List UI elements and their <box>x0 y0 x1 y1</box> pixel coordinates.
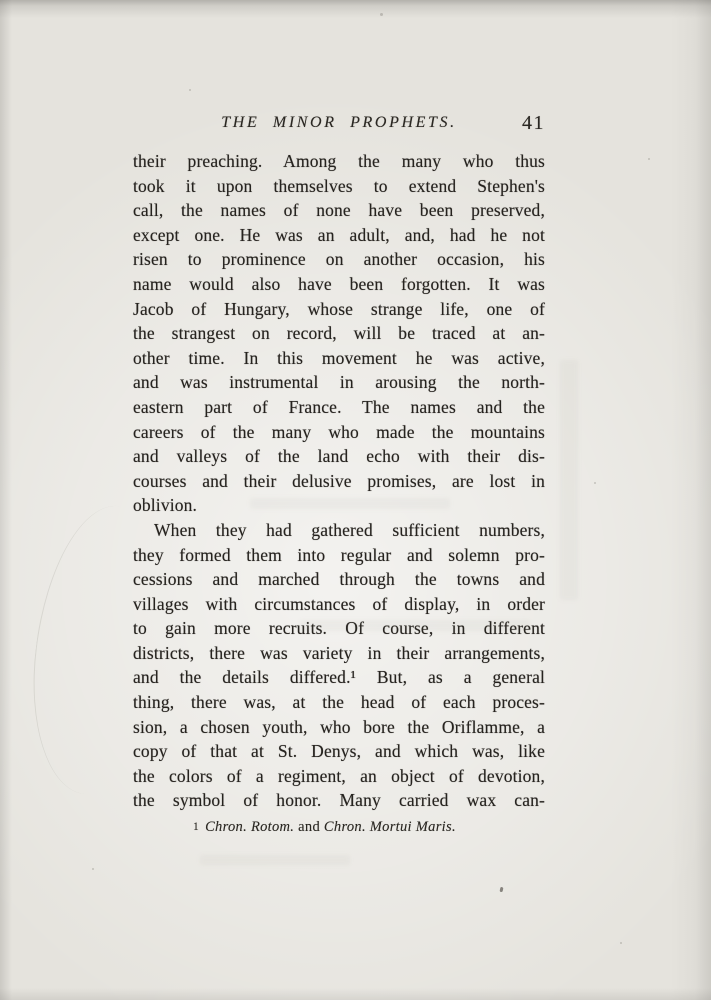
footnote-citation: Chron. Mortui Maris. <box>323 819 456 835</box>
text-line: other time. In this movement he was active, <box>133 347 545 368</box>
footnote-content <box>205 819 456 835</box>
running-title: THE MINOR PROPHETS. <box>221 114 457 131</box>
text-line: they formed them into regular and solemn pro- <box>133 544 545 565</box>
text-line: name would also have been forgotten. It was <box>133 273 545 294</box>
text-line: took it upon themselves to extend Stephen's <box>133 175 545 196</box>
paper-speck <box>594 482 596 484</box>
footnote-citation: Chron. Rotom. <box>205 819 295 835</box>
text-line: their preaching. Among the many who thus <box>133 151 545 171</box>
text-line: sion, a chosen youth, who bore the Oriflamme, a <box>133 716 545 737</box>
page-number: 41 <box>522 112 545 134</box>
text-line: When they had gathered sufficient numbers, <box>154 519 545 540</box>
text-line: and was instrumental in arousing the north- <box>133 372 545 393</box>
text-line: risen to prominence on another occasion, his <box>133 249 545 270</box>
text-line: call, the names of none have been preserved, <box>133 200 545 221</box>
text-line: and valleys of the land echo with their dis- <box>133 446 545 467</box>
text-line: copy of that at St. Denys, and which was, like <box>133 741 545 762</box>
footnote <box>133 819 545 836</box>
bleed-through-smudge <box>200 855 350 865</box>
text-line: and the details differed.¹ But, as a general <box>133 667 545 688</box>
paper-speck <box>92 868 94 870</box>
text-line: the symbol of honor. Many carried wax can- <box>133 790 545 811</box>
text-line: eastern part of France. The names and the <box>133 396 545 417</box>
text-line: careers of the many who made the mountains <box>133 421 545 442</box>
text-line: the strangest on record, will be traced at an- <box>133 323 545 344</box>
text-line: except one. He was an adult, and, had he not <box>133 224 545 245</box>
paper-speck <box>648 158 650 160</box>
text-line: districts, there was variety in their arrangements, <box>133 642 545 663</box>
bleed-through-smudge <box>560 360 578 600</box>
text-line: courses and their delusive promises, are lost in <box>133 470 545 491</box>
running-head <box>133 114 545 140</box>
paper-speck <box>380 13 383 16</box>
text-line: cessions and marched through the towns and <box>133 569 545 590</box>
body-text <box>133 149 545 813</box>
paper-speck <box>500 887 503 892</box>
text-line: villages with circumstances of display, in order <box>133 593 545 614</box>
text-line: Jacob of Hungary, whose strange life, one of <box>133 298 545 319</box>
footnote-text: and <box>294 819 324 835</box>
text-line: oblivion. <box>133 495 198 516</box>
footnote-marker: 1 <box>193 820 200 833</box>
text-line: to gain more recruits. Of course, in different <box>133 618 545 639</box>
text-line: thing, there was, at the head of each proces- <box>133 692 545 713</box>
paper-speck <box>620 942 622 944</box>
text-line: the colors of a regiment, an object of devotion, <box>133 765 545 786</box>
paper-speck <box>189 89 191 91</box>
